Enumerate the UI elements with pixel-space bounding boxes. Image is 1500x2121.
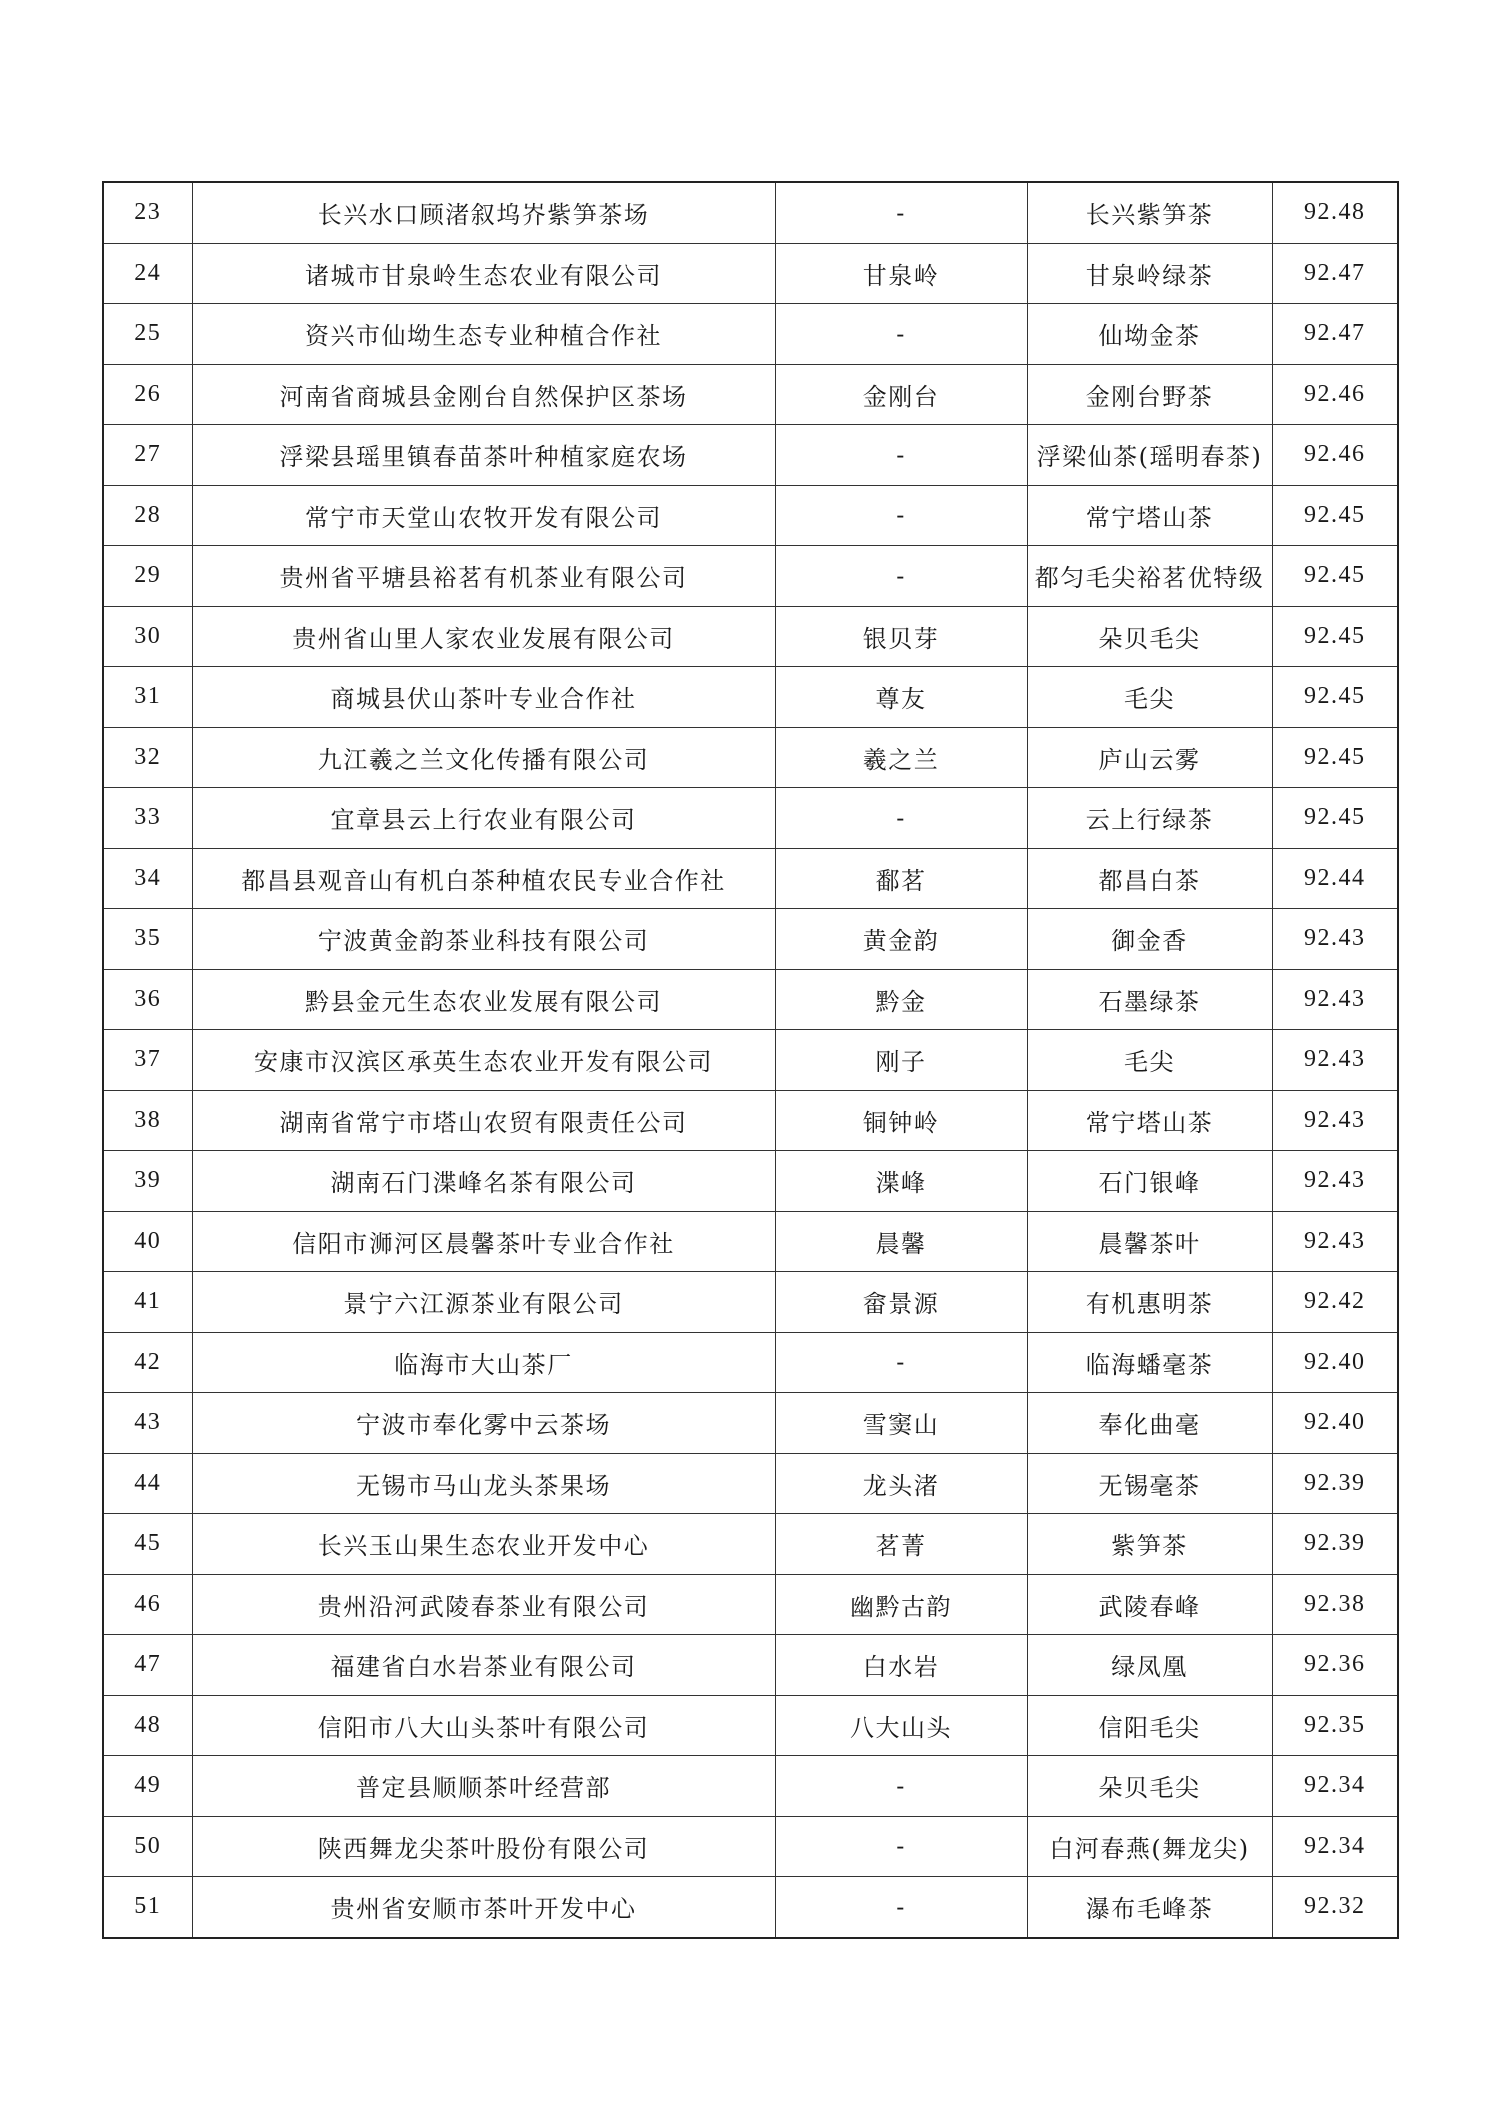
organization-cell: 都昌县观音山有机白茶种植农民专业合作社 bbox=[192, 848, 775, 909]
row-number-cell: 23 bbox=[103, 182, 192, 243]
product-name-cell: 毛尖 bbox=[1027, 667, 1272, 728]
brand-cell: 铜钟岭 bbox=[775, 1090, 1027, 1151]
brand-cell: - bbox=[775, 546, 1027, 607]
brand-cell: 黔金 bbox=[775, 969, 1027, 1030]
row-number-cell: 42 bbox=[103, 1332, 192, 1393]
table-row bbox=[103, 1877, 1398, 1938]
row-number-cell: 37 bbox=[103, 1030, 192, 1091]
brand-cell: 晨馨 bbox=[775, 1211, 1027, 1272]
organization-cell: 宁波市奉化雾中云茶场 bbox=[192, 1393, 775, 1454]
product-name-cell: 仙坳金茶 bbox=[1027, 304, 1272, 365]
table-row bbox=[103, 969, 1398, 1030]
organization-cell: 临海市大山茶厂 bbox=[192, 1332, 775, 1393]
organization-cell: 湖南石门渫峰名茶有限公司 bbox=[192, 1151, 775, 1212]
product-name-cell: 有机惠明茶 bbox=[1027, 1272, 1272, 1333]
product-name-cell: 常宁塔山茶 bbox=[1027, 1090, 1272, 1151]
brand-cell: - bbox=[775, 1816, 1027, 1877]
row-number-cell: 30 bbox=[103, 606, 192, 667]
organization-cell: 贵州沿河武陵春茶业有限公司 bbox=[192, 1574, 775, 1635]
brand-cell: 茗菁 bbox=[775, 1514, 1027, 1575]
brand-cell: 雪窦山 bbox=[775, 1393, 1027, 1454]
score-cell: 92.43 bbox=[1272, 1030, 1398, 1091]
table-row bbox=[103, 788, 1398, 849]
score-cell: 92.39 bbox=[1272, 1453, 1398, 1514]
organization-cell: 信阳市八大山头茶叶有限公司 bbox=[192, 1695, 775, 1756]
table-row bbox=[103, 1332, 1398, 1393]
organization-cell: 安康市汉滨区承英生态农业开发有限公司 bbox=[192, 1030, 775, 1091]
organization-cell: 普定县顺顺茶叶经营部 bbox=[192, 1756, 775, 1817]
score-cell: 92.45 bbox=[1272, 606, 1398, 667]
score-cell: 92.34 bbox=[1272, 1756, 1398, 1817]
product-name-cell: 都匀毛尖裕茗优特级 bbox=[1027, 546, 1272, 607]
row-number-cell: 41 bbox=[103, 1272, 192, 1333]
row-number-cell: 49 bbox=[103, 1756, 192, 1817]
row-number-cell: 46 bbox=[103, 1574, 192, 1635]
table-row bbox=[103, 727, 1398, 788]
table-row bbox=[103, 485, 1398, 546]
score-cell: 92.45 bbox=[1272, 667, 1398, 728]
score-cell: 92.40 bbox=[1272, 1393, 1398, 1454]
organization-cell: 宜章县云上行农业有限公司 bbox=[192, 788, 775, 849]
product-name-cell: 晨馨茶叶 bbox=[1027, 1211, 1272, 1272]
product-name-cell: 绿凤凰 bbox=[1027, 1635, 1272, 1696]
score-cell: 92.47 bbox=[1272, 304, 1398, 365]
score-cell: 92.36 bbox=[1272, 1635, 1398, 1696]
row-number-cell: 34 bbox=[103, 848, 192, 909]
brand-cell: 畲景源 bbox=[775, 1272, 1027, 1333]
organization-cell: 长兴玉山果生态农业开发中心 bbox=[192, 1514, 775, 1575]
organization-cell: 浮梁县瑶里镇春苗茶叶种植家庭农场 bbox=[192, 425, 775, 486]
brand-cell: 羲之兰 bbox=[775, 727, 1027, 788]
score-cell: 92.47 bbox=[1272, 243, 1398, 304]
row-number-cell: 38 bbox=[103, 1090, 192, 1151]
brand-cell: 银贝芽 bbox=[775, 606, 1027, 667]
product-name-cell: 毛尖 bbox=[1027, 1030, 1272, 1091]
organization-cell: 无锡市马山龙头茶果场 bbox=[192, 1453, 775, 1514]
row-number-cell: 47 bbox=[103, 1635, 192, 1696]
brand-cell: 刚子 bbox=[775, 1030, 1027, 1091]
score-cell: 92.38 bbox=[1272, 1574, 1398, 1635]
product-name-cell: 奉化曲毫 bbox=[1027, 1393, 1272, 1454]
table-row bbox=[103, 304, 1398, 365]
product-name-cell: 都昌白茶 bbox=[1027, 848, 1272, 909]
product-name-cell: 信阳毛尖 bbox=[1027, 1695, 1272, 1756]
product-name-cell: 浮梁仙茶(瑶明春茶) bbox=[1027, 425, 1272, 486]
table-row bbox=[103, 606, 1398, 667]
brand-cell: 白水岩 bbox=[775, 1635, 1027, 1696]
row-number-cell: 28 bbox=[103, 485, 192, 546]
table-row bbox=[103, 1030, 1398, 1091]
brand-cell: - bbox=[775, 788, 1027, 849]
score-cell: 92.42 bbox=[1272, 1272, 1398, 1333]
score-cell: 92.32 bbox=[1272, 1877, 1398, 1938]
product-name-cell: 庐山云雾 bbox=[1027, 727, 1272, 788]
brand-cell: 金刚台 bbox=[775, 364, 1027, 425]
brand-cell: 鄱茗 bbox=[775, 848, 1027, 909]
table-row bbox=[103, 667, 1398, 728]
score-cell: 92.39 bbox=[1272, 1514, 1398, 1575]
organization-cell: 陕西舞龙尖茶叶股份有限公司 bbox=[192, 1816, 775, 1877]
score-cell: 92.43 bbox=[1272, 1090, 1398, 1151]
product-name-cell: 常宁塔山茶 bbox=[1027, 485, 1272, 546]
organization-cell: 诸城市甘泉岭生态农业有限公司 bbox=[192, 243, 775, 304]
row-number-cell: 36 bbox=[103, 969, 192, 1030]
score-cell: 92.48 bbox=[1272, 182, 1398, 243]
table-row bbox=[103, 243, 1398, 304]
score-cell: 92.45 bbox=[1272, 485, 1398, 546]
row-number-cell: 44 bbox=[103, 1453, 192, 1514]
organization-cell: 长兴水口顾渚叙坞岕紫笋茶场 bbox=[192, 182, 775, 243]
brand-cell: 甘泉岭 bbox=[775, 243, 1027, 304]
table-row bbox=[103, 182, 1398, 243]
score-cell: 92.46 bbox=[1272, 425, 1398, 486]
table-row bbox=[103, 364, 1398, 425]
table-row bbox=[103, 1393, 1398, 1454]
score-cell: 92.43 bbox=[1272, 1211, 1398, 1272]
row-number-cell: 45 bbox=[103, 1514, 192, 1575]
brand-cell: 幽黔古韵 bbox=[775, 1574, 1027, 1635]
organization-cell: 宁波黄金韵茶业科技有限公司 bbox=[192, 909, 775, 970]
brand-cell: - bbox=[775, 1332, 1027, 1393]
brand-cell: 黄金韵 bbox=[775, 909, 1027, 970]
score-cell: 92.45 bbox=[1272, 546, 1398, 607]
row-number-cell: 26 bbox=[103, 364, 192, 425]
product-name-cell: 无锡毫茶 bbox=[1027, 1453, 1272, 1514]
score-cell: 92.46 bbox=[1272, 364, 1398, 425]
brand-cell: 八大山头 bbox=[775, 1695, 1027, 1756]
score-cell: 92.34 bbox=[1272, 1816, 1398, 1877]
organization-cell: 贵州省山里人家农业发展有限公司 bbox=[192, 606, 775, 667]
score-cell: 92.43 bbox=[1272, 969, 1398, 1030]
table-row bbox=[103, 1453, 1398, 1514]
product-name-cell: 长兴紫笋茶 bbox=[1027, 182, 1272, 243]
brand-cell: 龙头渚 bbox=[775, 1453, 1027, 1514]
score-cell: 92.35 bbox=[1272, 1695, 1398, 1756]
table-row bbox=[103, 1574, 1398, 1635]
row-number-cell: 43 bbox=[103, 1393, 192, 1454]
product-name-cell: 瀑布毛峰茶 bbox=[1027, 1877, 1272, 1938]
table-row bbox=[103, 1090, 1398, 1151]
organization-cell: 黔县金元生态农业发展有限公司 bbox=[192, 969, 775, 1030]
score-cell: 92.45 bbox=[1272, 788, 1398, 849]
row-number-cell: 32 bbox=[103, 727, 192, 788]
brand-cell: 渫峰 bbox=[775, 1151, 1027, 1212]
table-row bbox=[103, 909, 1398, 970]
score-cell: 92.45 bbox=[1272, 727, 1398, 788]
organization-cell: 九江羲之兰文化传播有限公司 bbox=[192, 727, 775, 788]
product-name-cell: 云上行绿茶 bbox=[1027, 788, 1272, 849]
table-row bbox=[103, 425, 1398, 486]
product-name-cell: 朵贝毛尖 bbox=[1027, 606, 1272, 667]
organization-cell: 景宁六江源茶业有限公司 bbox=[192, 1272, 775, 1333]
row-number-cell: 40 bbox=[103, 1211, 192, 1272]
product-name-cell: 武陵春峰 bbox=[1027, 1574, 1272, 1635]
score-cell: 92.44 bbox=[1272, 848, 1398, 909]
row-number-cell: 24 bbox=[103, 243, 192, 304]
product-name-cell: 白河春燕(舞龙尖) bbox=[1027, 1816, 1272, 1877]
organization-cell: 资兴市仙坳生态专业种植合作社 bbox=[192, 304, 775, 365]
row-number-cell: 48 bbox=[103, 1695, 192, 1756]
table-row bbox=[103, 1635, 1398, 1696]
table-row bbox=[103, 1756, 1398, 1817]
organization-cell: 贵州省安顺市茶叶开发中心 bbox=[192, 1877, 775, 1938]
row-number-cell: 51 bbox=[103, 1877, 192, 1938]
product-name-cell: 金刚台野茶 bbox=[1027, 364, 1272, 425]
brand-cell: - bbox=[775, 304, 1027, 365]
row-number-cell: 35 bbox=[103, 909, 192, 970]
score-cell: 92.43 bbox=[1272, 909, 1398, 970]
row-number-cell: 39 bbox=[103, 1151, 192, 1212]
organization-cell: 信阳市浉河区晨馨茶叶专业合作社 bbox=[192, 1211, 775, 1272]
product-name-cell: 石门银峰 bbox=[1027, 1151, 1272, 1212]
row-number-cell: 31 bbox=[103, 667, 192, 728]
table-row bbox=[103, 1272, 1398, 1333]
product-name-cell: 临海蟠毫茶 bbox=[1027, 1332, 1272, 1393]
row-number-cell: 27 bbox=[103, 425, 192, 486]
product-name-cell: 朵贝毛尖 bbox=[1027, 1756, 1272, 1817]
brand-cell: - bbox=[775, 425, 1027, 486]
brand-cell: - bbox=[775, 485, 1027, 546]
organization-cell: 商城县伏山茶叶专业合作社 bbox=[192, 667, 775, 728]
results-table-body bbox=[103, 182, 1398, 1938]
results-table bbox=[102, 181, 1399, 1939]
table-row bbox=[103, 1211, 1398, 1272]
table-row bbox=[103, 848, 1398, 909]
brand-cell: - bbox=[775, 1756, 1027, 1817]
table-row bbox=[103, 1151, 1398, 1212]
row-number-cell: 29 bbox=[103, 546, 192, 607]
product-name-cell: 甘泉岭绿茶 bbox=[1027, 243, 1272, 304]
brand-cell: - bbox=[775, 1877, 1027, 1938]
row-number-cell: 25 bbox=[103, 304, 192, 365]
table-row bbox=[103, 1816, 1398, 1877]
organization-cell: 福建省白水岩茶业有限公司 bbox=[192, 1635, 775, 1696]
table-row bbox=[103, 1695, 1398, 1756]
brand-cell: 尊友 bbox=[775, 667, 1027, 728]
organization-cell: 常宁市天堂山农牧开发有限公司 bbox=[192, 485, 775, 546]
product-name-cell: 石墨绿茶 bbox=[1027, 969, 1272, 1030]
organization-cell: 湖南省常宁市塔山农贸有限责任公司 bbox=[192, 1090, 775, 1151]
organization-cell: 河南省商城县金刚台自然保护区茶场 bbox=[192, 364, 775, 425]
product-name-cell: 御金香 bbox=[1027, 909, 1272, 970]
score-cell: 92.43 bbox=[1272, 1151, 1398, 1212]
brand-cell: - bbox=[775, 182, 1027, 243]
row-number-cell: 50 bbox=[103, 1816, 192, 1877]
table-row bbox=[103, 1514, 1398, 1575]
row-number-cell: 33 bbox=[103, 788, 192, 849]
product-name-cell: 紫笋茶 bbox=[1027, 1514, 1272, 1575]
score-cell: 92.40 bbox=[1272, 1332, 1398, 1393]
table-row bbox=[103, 546, 1398, 607]
organization-cell: 贵州省平塘县裕茗有机茶业有限公司 bbox=[192, 546, 775, 607]
